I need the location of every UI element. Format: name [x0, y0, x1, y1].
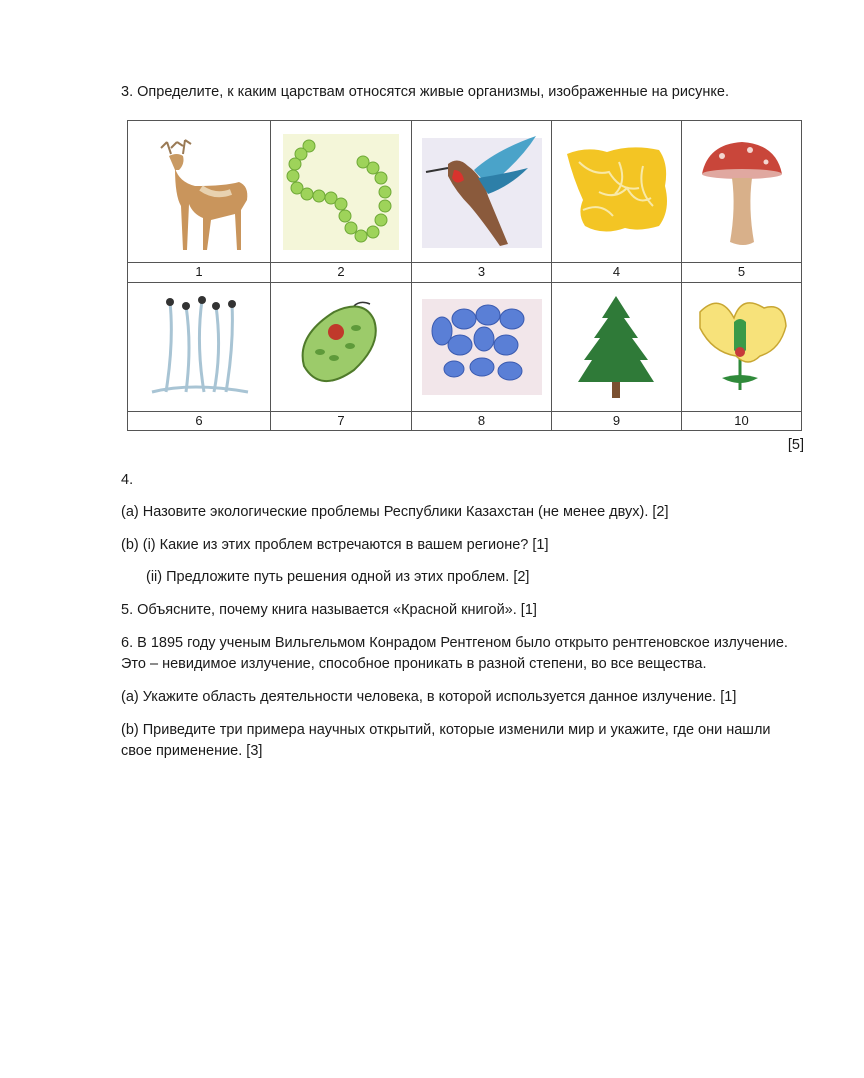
cell-2-number: 2 [271, 263, 412, 282]
question-3-text: 3. Определите, к каким царствам относятся живые организмы, изображенные на рисунке. [121, 84, 730, 100]
question-6-line-2: Это – невидимое излучение, способное проникать в разной степени, во все вещества. [121, 656, 707, 672]
cell-9-image [552, 282, 682, 411]
cell-1-image [128, 121, 271, 263]
cell-8-number: 8 [412, 411, 552, 430]
question-4a-text: (a) Назовите экологические проблемы Республики Казахстан (не менее двух). [2] [121, 504, 669, 520]
question-4b-ii-text: (ii) Предложите путь решения одной из этих проблем. [2] [146, 569, 530, 585]
hummingbird-icon [420, 132, 544, 252]
cell-5-image [682, 121, 802, 263]
question-4-number: 4. [121, 472, 134, 488]
yeast-cells-icon [420, 297, 544, 397]
question-6-line-1: 6. В 1895 году ученым Вильгельмом Конрадом Рентгеном было открыто рентгеновское излучение. [121, 635, 788, 651]
cell-8-image [412, 282, 552, 411]
bacteria-chain-icon [281, 132, 401, 252]
organisms-table [127, 120, 802, 431]
cell-2-image [271, 121, 412, 263]
question-5-text: 5. Объясните, почему книга называется «Красной книгой». [1] [121, 602, 537, 618]
cell-10-number: 10 [682, 411, 802, 430]
cell-3-image [412, 121, 552, 263]
question-6b-line-2: свое применение. [3] [121, 743, 263, 759]
mold-fungus-icon [144, 292, 254, 402]
cell-10-image [682, 282, 802, 411]
deer-icon [139, 132, 259, 252]
question-6a-text: (a) Укажите область деятельности человека, в которой используется данное излучение. [1] [121, 689, 737, 705]
cell-9-number: 9 [552, 411, 682, 430]
question-6b-line-1: (b) Приведите три примера научных открытий, которые изменили мир и укажите, где они нашли [121, 722, 771, 738]
cell-4-number: 4 [552, 263, 682, 282]
cell-6-number: 6 [128, 411, 271, 430]
cell-4-image [552, 121, 682, 263]
cell-3-number: 3 [412, 263, 552, 282]
mushroom-icon [692, 132, 792, 252]
question-4b-i-text: (b) (i) Какие из этих проблем встречаются в вашем регионе? [1] [121, 537, 549, 553]
cell-6-image [128, 282, 271, 411]
flower-icon [692, 292, 792, 402]
spruce-tree-icon [572, 292, 662, 402]
euglena-icon [286, 292, 396, 402]
question-3-score: [5] [787, 437, 804, 453]
cell-1-number: 1 [128, 263, 271, 282]
cell-7-image [271, 282, 412, 411]
cell-7-number: 7 [271, 411, 412, 430]
slime-mold-icon [559, 132, 675, 252]
cell-5-number: 5 [682, 263, 802, 282]
